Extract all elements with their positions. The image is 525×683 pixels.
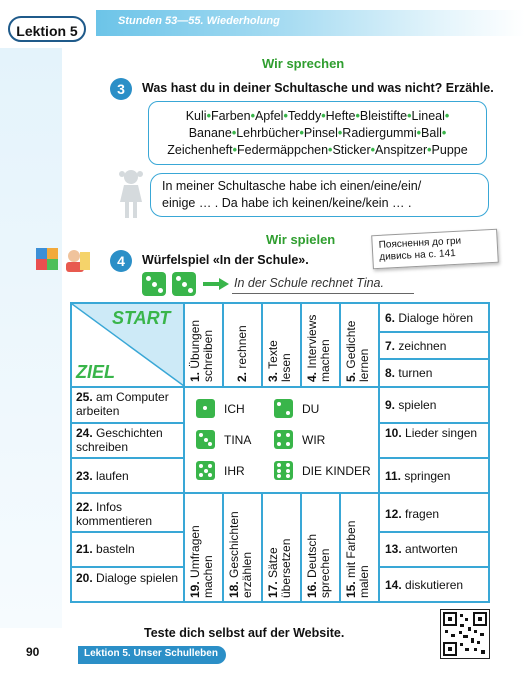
writing-line xyxy=(232,293,414,294)
legend-ich: ICH xyxy=(224,402,245,416)
board-cell-16: 16. Deutsch sprechen xyxy=(305,533,332,598)
word-item: Bleistifte xyxy=(359,109,408,123)
separator-dot-icon: • xyxy=(337,126,343,140)
speech-line-1: In meiner Schultasche habe ich einen/eine/ein/ xyxy=(162,179,422,193)
legend-wir: WIR xyxy=(302,433,326,447)
exercise-4-instruction: Würfelspiel «In der Schule». xyxy=(142,253,309,267)
separator-dot-icon: • xyxy=(232,143,238,157)
board-cell-21: 21. basteln xyxy=(76,542,135,556)
section-title-spielen: Wir spielen xyxy=(266,232,336,247)
word-item: Banane xyxy=(188,126,232,140)
toy-blocks-icon xyxy=(34,246,94,274)
word-line xyxy=(150,142,485,159)
board-cell-5: 5. Gedichte lernen xyxy=(344,320,371,382)
word-item: Ball xyxy=(421,126,442,140)
start-label: START xyxy=(112,308,171,328)
left-margin-band xyxy=(0,48,62,628)
board-cell-19: 19. Umfragen machen xyxy=(188,525,215,598)
word-line xyxy=(150,108,485,125)
separator-dot-icon: • xyxy=(407,109,412,123)
dice-three-icon xyxy=(196,430,215,449)
word-list xyxy=(150,108,485,159)
dice-four-icon xyxy=(274,430,293,449)
separator-dot-icon: • xyxy=(441,126,447,140)
board-cell-8: 8. turnen xyxy=(385,366,433,380)
qr-code-icon[interactable] xyxy=(440,609,490,659)
board-cell-12: 12. fragen xyxy=(385,507,440,521)
board-cell-23: 23. laufen xyxy=(76,469,129,483)
example-sentence: In der Schule rechnet Tina. xyxy=(234,276,384,290)
dice-five-icon xyxy=(196,461,215,480)
word-item: Lehrbücher xyxy=(236,126,300,140)
board-cell-25: 25. am Computer arbeiten xyxy=(76,390,169,418)
word-item: Puppe xyxy=(431,143,468,157)
dice-three-icon xyxy=(142,272,166,296)
website-test-text: Teste dich selbst auf der Website. xyxy=(144,626,345,640)
board-cell-20: 20. Dialoge spielen xyxy=(76,571,179,585)
word-item: Lineal xyxy=(411,109,445,123)
separator-dot-icon: • xyxy=(250,109,255,123)
separator-dot-icon: • xyxy=(355,109,360,123)
separator-dot-icon: • xyxy=(299,126,304,140)
section-title-sprechen: Wir sprechen xyxy=(262,56,345,71)
board-cell-22: 22. Infos kommentieren xyxy=(76,500,153,528)
board-cell-17: 17. Sätze übersetzen xyxy=(266,538,293,598)
board-cell-4: 4. Interviews machen xyxy=(305,314,332,382)
separator-dot-icon: • xyxy=(283,109,288,123)
speech-bubble-text xyxy=(162,178,482,212)
legend-tina: TINA xyxy=(224,433,252,447)
word-item: Farben xyxy=(210,109,251,123)
ziel-label: ZIEL xyxy=(76,362,115,382)
dice-three-icon xyxy=(172,272,196,296)
word-item: Zeichenheft xyxy=(167,143,233,157)
dice-one-icon xyxy=(196,399,215,418)
girl-silhouette-icon xyxy=(116,168,146,220)
word-line xyxy=(150,125,485,142)
header-strip xyxy=(96,10,525,36)
lektion-badge: Lektion 5 xyxy=(8,16,86,42)
word-item: Federmäppchen xyxy=(237,143,329,157)
separator-dot-icon: • xyxy=(427,143,432,157)
legend-du: DU xyxy=(302,402,320,416)
board-cell-3: 3. Texte lesen xyxy=(266,340,293,382)
header-strip-text: Stunden 53—55. Wiederholung xyxy=(118,15,280,27)
board-cell-14: 14. diskutieren xyxy=(385,578,464,592)
footer-lektion-label: Lektion 5. Unser Schulleben xyxy=(84,648,218,659)
board-cell-11: 11. springen xyxy=(385,469,451,483)
word-item: Pinsel xyxy=(303,126,338,140)
board-cell-15: 15. mit Farben malen xyxy=(344,520,371,598)
word-item: Kuli xyxy=(185,109,207,123)
separator-dot-icon: • xyxy=(416,126,422,140)
board-cell-1: 1. Übungen schreiben xyxy=(188,319,215,382)
separator-dot-icon: • xyxy=(444,109,450,123)
dice-two-icon xyxy=(274,399,293,418)
arrow-right-icon xyxy=(203,278,229,290)
word-item: Apfel xyxy=(254,109,284,123)
board-cell-13: 13. antworten xyxy=(385,542,458,556)
hint-note: Пояснення до гри дивись на с. 141 xyxy=(371,229,499,270)
board-cell-6: 6. Dialoge hören xyxy=(385,311,474,325)
dice-six-icon xyxy=(274,461,293,480)
board-cell-10: 10. Lieder singen xyxy=(385,426,478,440)
word-item: Hefte xyxy=(325,109,356,123)
separator-dot-icon: • xyxy=(206,109,211,123)
separator-dot-icon: • xyxy=(321,109,326,123)
board-cell-9: 9. spielen xyxy=(385,398,437,412)
exercise-3-instruction: Was hast du in deiner Schultasche und was nicht? Erzähle. xyxy=(142,81,494,95)
word-item: Teddy xyxy=(287,109,322,123)
separator-dot-icon: • xyxy=(328,143,333,157)
game-board xyxy=(70,302,490,603)
exercise-number-3: 3 xyxy=(110,78,132,100)
separator-dot-icon: • xyxy=(370,143,376,157)
word-item: Anspitzer xyxy=(375,143,428,157)
exercise-number-4: 4 xyxy=(110,250,132,272)
board-cell-2: 2. rechnen xyxy=(235,325,249,382)
page-number: 90 xyxy=(26,645,40,659)
legend-die-kinder: DIE KINDER xyxy=(302,464,371,478)
board-cell-18: 18. Geschichten erzählen xyxy=(227,511,254,598)
word-item: Radiergummi xyxy=(342,126,417,140)
word-item: Sticker xyxy=(332,143,371,157)
separator-dot-icon: • xyxy=(231,126,237,140)
board-cell-7: 7. zeichnen xyxy=(385,339,447,353)
speech-line-2: einige … . Da habe ich keinen/keine/kein … . xyxy=(162,196,412,210)
legend-ihr: IHR xyxy=(224,464,245,478)
board-cell-24: 24. Geschichten schreiben xyxy=(76,426,163,454)
